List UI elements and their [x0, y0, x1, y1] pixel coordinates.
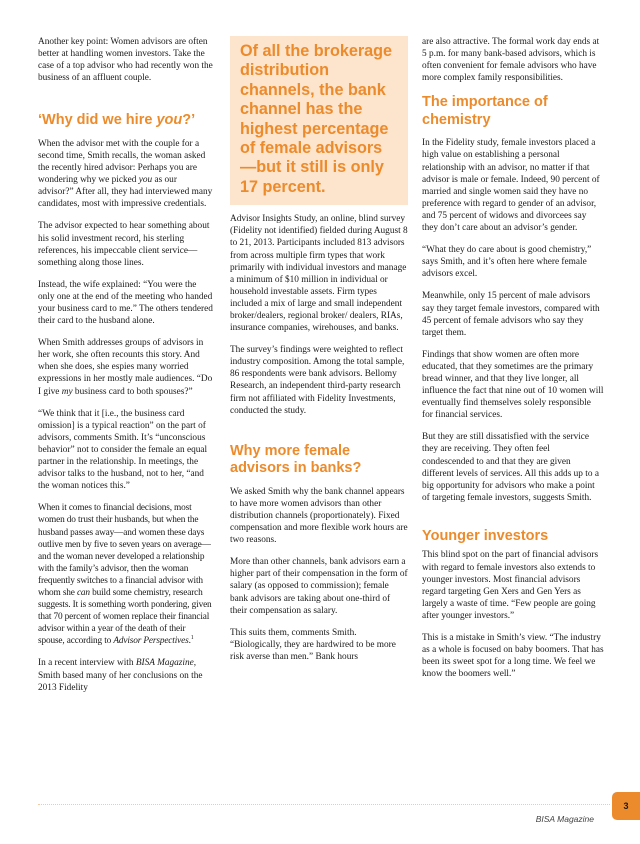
- body-paragraph: The advisor expected to hear something about his solid investment record, his sterling references, his impeccable client service—something along those lines.: [38, 221, 210, 268]
- body-paragraph: When the advisor met with the couple for a second time, Smith recalls, the woman asked the recently hired advisor: Perhaps you are wondering why we picked you as our advisor?” After all, they had interviewed many candidates, most with impressive credentials.: [38, 138, 213, 210]
- body-paragraph: This suits them, comments Smith. “Biologically, they are hardwired to be more risk averse than men.” Bank hours: [230, 627, 396, 662]
- pull-quote-text: Of all the brokerage distribution channels, the bank channel has the highest percentage of female advisors—but it still is only 17 percent.: [240, 42, 393, 196]
- body-paragraph: “What they do care about is good chemistry,” says Smith, and it’s often here where female advisors excel.: [422, 245, 592, 280]
- body-paragraph: When Smith addresses groups of advisors in her work, she often recounts this story. And when she does, she espies many worried expressions in her mostly male audiences. “Do I give my business card to both spouses?”: [38, 338, 213, 397]
- page-number: 3: [623, 801, 629, 811]
- body-paragraph: In a recent interview with BISA Magazine, Smith based many of her conclusions on the 2013 Fidelity: [38, 658, 203, 693]
- body-paragraph: Advisor Insights Study, an online, blind survey (Fidelity not identified) fielded during August 8 to 21, 2013. Participants included 813 advisors from across multiple firm types that work primarily with individual investors and manage a minimum of $10 million in individual or household investable assets. Firm types included a mix of large and small independent broker/dealers, regional broker/ dealers, RIAs, insurance companies, wirehouses, and banks.: [230, 214, 408, 334]
- body-paragraph: Instead, the wife explained: “You were the only one at the end of the meeting who handed your business card to me.” The others tendered their card to the husband alone.: [38, 279, 213, 327]
- section-heading-banks: Why more female advisors in banks?: [230, 442, 362, 477]
- footer-divider: [38, 804, 610, 805]
- body-paragraph: are also attractive. The formal work day ends at 5 p.m. for many bank-based advisors, which is often convenient for female advisors who have more complex family responsibilities.: [422, 37, 600, 84]
- body-paragraph: In the Fidelity study, female investors placed a high value on establishing a personal relationship with an advisor, no matter if that advisor is male or female. Indeed, 90 percent of married and single women said they have no preference with regard to gender of an advisor, and 75 percent of widows and divorcees say they don’t care about an advisor’s gender.: [422, 138, 600, 234]
- page-number-tab: [612, 792, 640, 820]
- body-paragraph: Another key point: Women advisors are often better at handling women investors. Take the case of a top advisor who had recently won the business of an affluent couple.: [38, 37, 213, 84]
- footer-magazine-name: BISA Magazine: [535, 814, 594, 824]
- body-paragraph: We asked Smith why the bank channel appears to have more women advisors than other distribution channels (proportionately). Fixed compensation and more flexible work hours are two reasons.: [230, 486, 408, 546]
- column-middle: [230, 36, 408, 673]
- body-paragraph: When it comes to financial decisions, most women do trust their husbands, but when the husband passes away—and women these days outlive men by five to seven years on average—and the woman never developed a relationship with the family’s advisor, then the woman frequently switches to a financial advisor with whom she can build some chemistry, research suggests. It is something worth pondering, given that 70 percent of women replace their financial advisor within a year of the death of their spouse, according to Advisor Perspectives.$^1$: [38, 503, 212, 647]
- column-left: [38, 36, 214, 704]
- section-heading-chemistry: The importance of chemistry: [422, 94, 548, 128]
- body-paragraph: This blind spot on the part of financial advisors with regard to female investors also extends to younger investors. Most financial advisors regard targeting Gen Xers and Gen Yers as largely a waste of time. “Few people are going after younger investors.”: [422, 550, 599, 621]
- pull-quote: [230, 36, 408, 205]
- body-paragraph: Findings that show women are often more educated, that they sometimes are the primary bread winner, and that they live longer, all influence the fact that nine out of 10 women will eventually find themselves solely responsible for financial services.: [422, 349, 604, 421]
- column-right: [422, 36, 604, 690]
- section-heading-why-hire: ‘Why did we hire you?’: [38, 112, 196, 129]
- section-heading-younger: Younger investors: [422, 527, 549, 544]
- body-paragraph: More than other channels, bank advisors earn a higher part of their compensation in the form of salary (as opposed to commission); female bank advisors are taking about one-third of their compensation as salary.: [230, 557, 408, 616]
- body-paragraph: This is a mistake in Smith’s view. “The industry as a whole is focused on baby boomers. That has been its sweet spot for a long time. We feel we know the boomers well.”: [422, 632, 604, 680]
- body-paragraph: Meanwhile, only 15 percent of male advisors say they target female investors, compared with 45 percent of female advisors who say they target them.: [422, 291, 600, 338]
- body-paragraph: “We think that it [i.e., the business card omission] is a typical reaction” on the part of advisors, comments Smith. It’s “unconscious behavior” not to consider the female an equal partner in the relationship. In meetings, the advisor talks to the husband, not to her, “and the woman notices this.”: [38, 408, 208, 492]
- body-paragraph: The survey’s findings were weighted to reflect industry composition. Among the total sample, 86 respondents were bank advisors. Bellomy Research, an independent third-party research firm not affiliated with Fidelity Investments, conducted the study.: [230, 345, 405, 416]
- footnote-marker: 1: [190, 635, 194, 642]
- body-paragraph: But they are still dissatisfied with the service they are receiving. They often feel condescended to and that they are given different levels of services. All this adds up to a big opportunity for advisors who make a point of targeting female investors, suggests Smith.: [422, 432, 599, 503]
